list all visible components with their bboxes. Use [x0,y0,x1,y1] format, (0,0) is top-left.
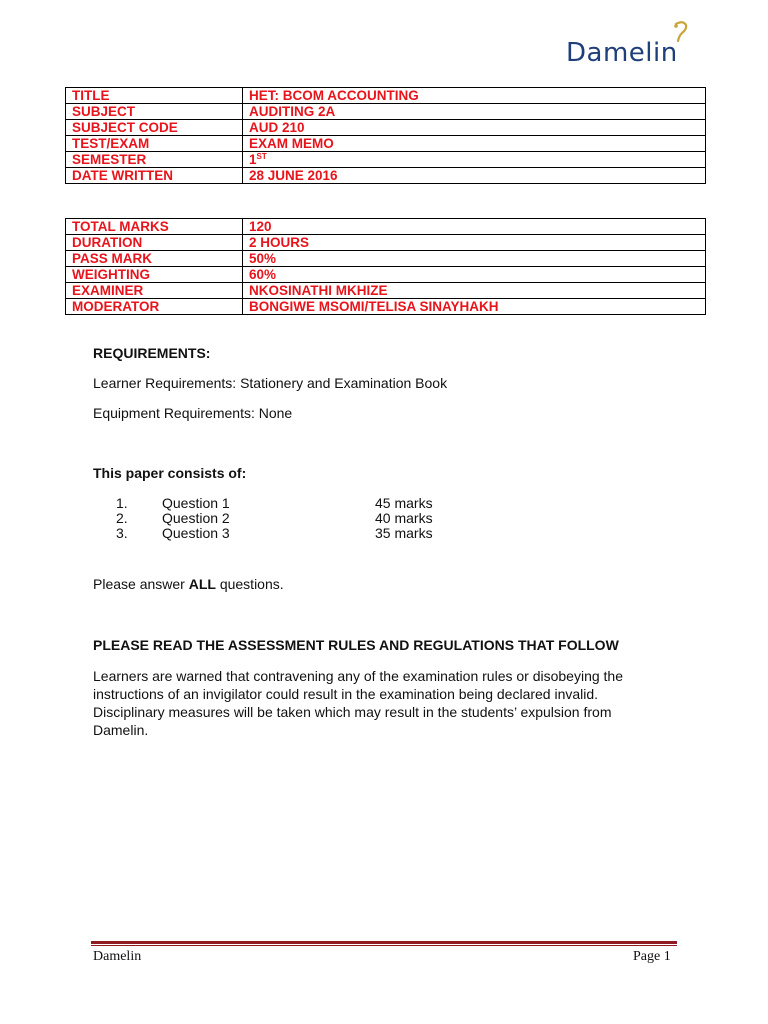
row-label: EXAMINER [66,283,243,299]
table-row [66,120,706,136]
row-value: HET: BCOM ACCOUNTING [243,88,706,104]
damelin-logo [566,20,721,70]
answer-suffix: questions. [215,576,284,592]
marks-details-table [65,218,706,315]
row-label: TITLE [66,88,243,104]
row-label: PASS MARK [66,251,243,267]
question-number: 3. [116,525,128,541]
paper-consists-heading: This paper consists of: [93,465,247,481]
table-row [66,168,706,184]
table-row [66,104,706,120]
page-number: Page 1 [633,949,671,964]
row-value: AUDITING 2A [243,104,706,120]
footer-rule-thin [91,945,677,946]
exam-details-table [65,87,706,184]
requirements-heading: REQUIREMENTS: [93,345,211,361]
table-row [66,299,706,315]
row-value: NKOSINATHI MKHIZE [243,283,706,299]
row-value: BONGIWE MSOMI/TELISA SINAYHAKH [243,299,706,315]
row-label: WEIGHTING [66,267,243,283]
question-marks: 45 marks [375,495,433,511]
row-label: DURATION [66,235,243,251]
rules-paragraph: Learners are warned that contravening any of the examination rules or disobeying the instructions of an invigilator could result in the examination being declared invalid. Disciplinary measures will be taken which may result in the students’ expulsion from Damelin. [93,668,623,738]
equipment-requirements: Equipment Requirements: None [93,405,293,421]
semester-number: 1 [249,152,257,167]
logo-text: Damelin [566,38,678,68]
row-value: 28 JUNE 2016 [243,168,706,184]
table-row [66,235,706,251]
question-number: 2. [116,510,128,526]
row-label: TEST/EXAM [66,136,243,152]
footer-rule [91,941,677,944]
row-label: TOTAL MARKS [66,219,243,235]
row-value: 120 [243,219,706,235]
table-row [66,152,706,168]
answer-prefix: Please answer [93,576,189,592]
table-row [66,88,706,104]
row-label: SUBJECT [66,104,243,120]
row-value: EXAM MEMO [243,136,706,152]
learner-requirements: Learner Requirements: Stationery and Examination Book [93,375,448,391]
question-number: 1. [116,495,128,511]
row-value: 60% [243,267,706,283]
question-name: Question 1 [162,495,230,511]
row-label: DATE WRITTEN [66,168,243,184]
answer-emphasis: ALL [188,576,216,592]
row-label: SEMESTER [66,152,243,168]
question-name: Question 3 [162,525,230,541]
footer-brand: Damelin [93,949,142,964]
question-name: Question 2 [162,510,230,526]
table-row [66,136,706,152]
table-row [66,283,706,299]
row-label: MODERATOR [66,299,243,315]
table-row [66,219,706,235]
row-label: SUBJECT CODE [66,120,243,136]
rules-heading: PLEASE READ THE ASSESSMENT RULES AND REGULATIONS THAT FOLLOW [93,637,619,653]
question-marks: 35 marks [375,525,433,541]
table-row [66,251,706,267]
row-value: 2 HOURS [243,235,706,251]
question-marks: 40 marks [375,510,433,526]
semester-suffix: ST [256,152,267,161]
answer-instruction [93,575,284,593]
row-value [243,152,706,168]
row-value: 50% [243,251,706,267]
row-value: AUD 210 [243,120,706,136]
table-row [66,267,706,283]
